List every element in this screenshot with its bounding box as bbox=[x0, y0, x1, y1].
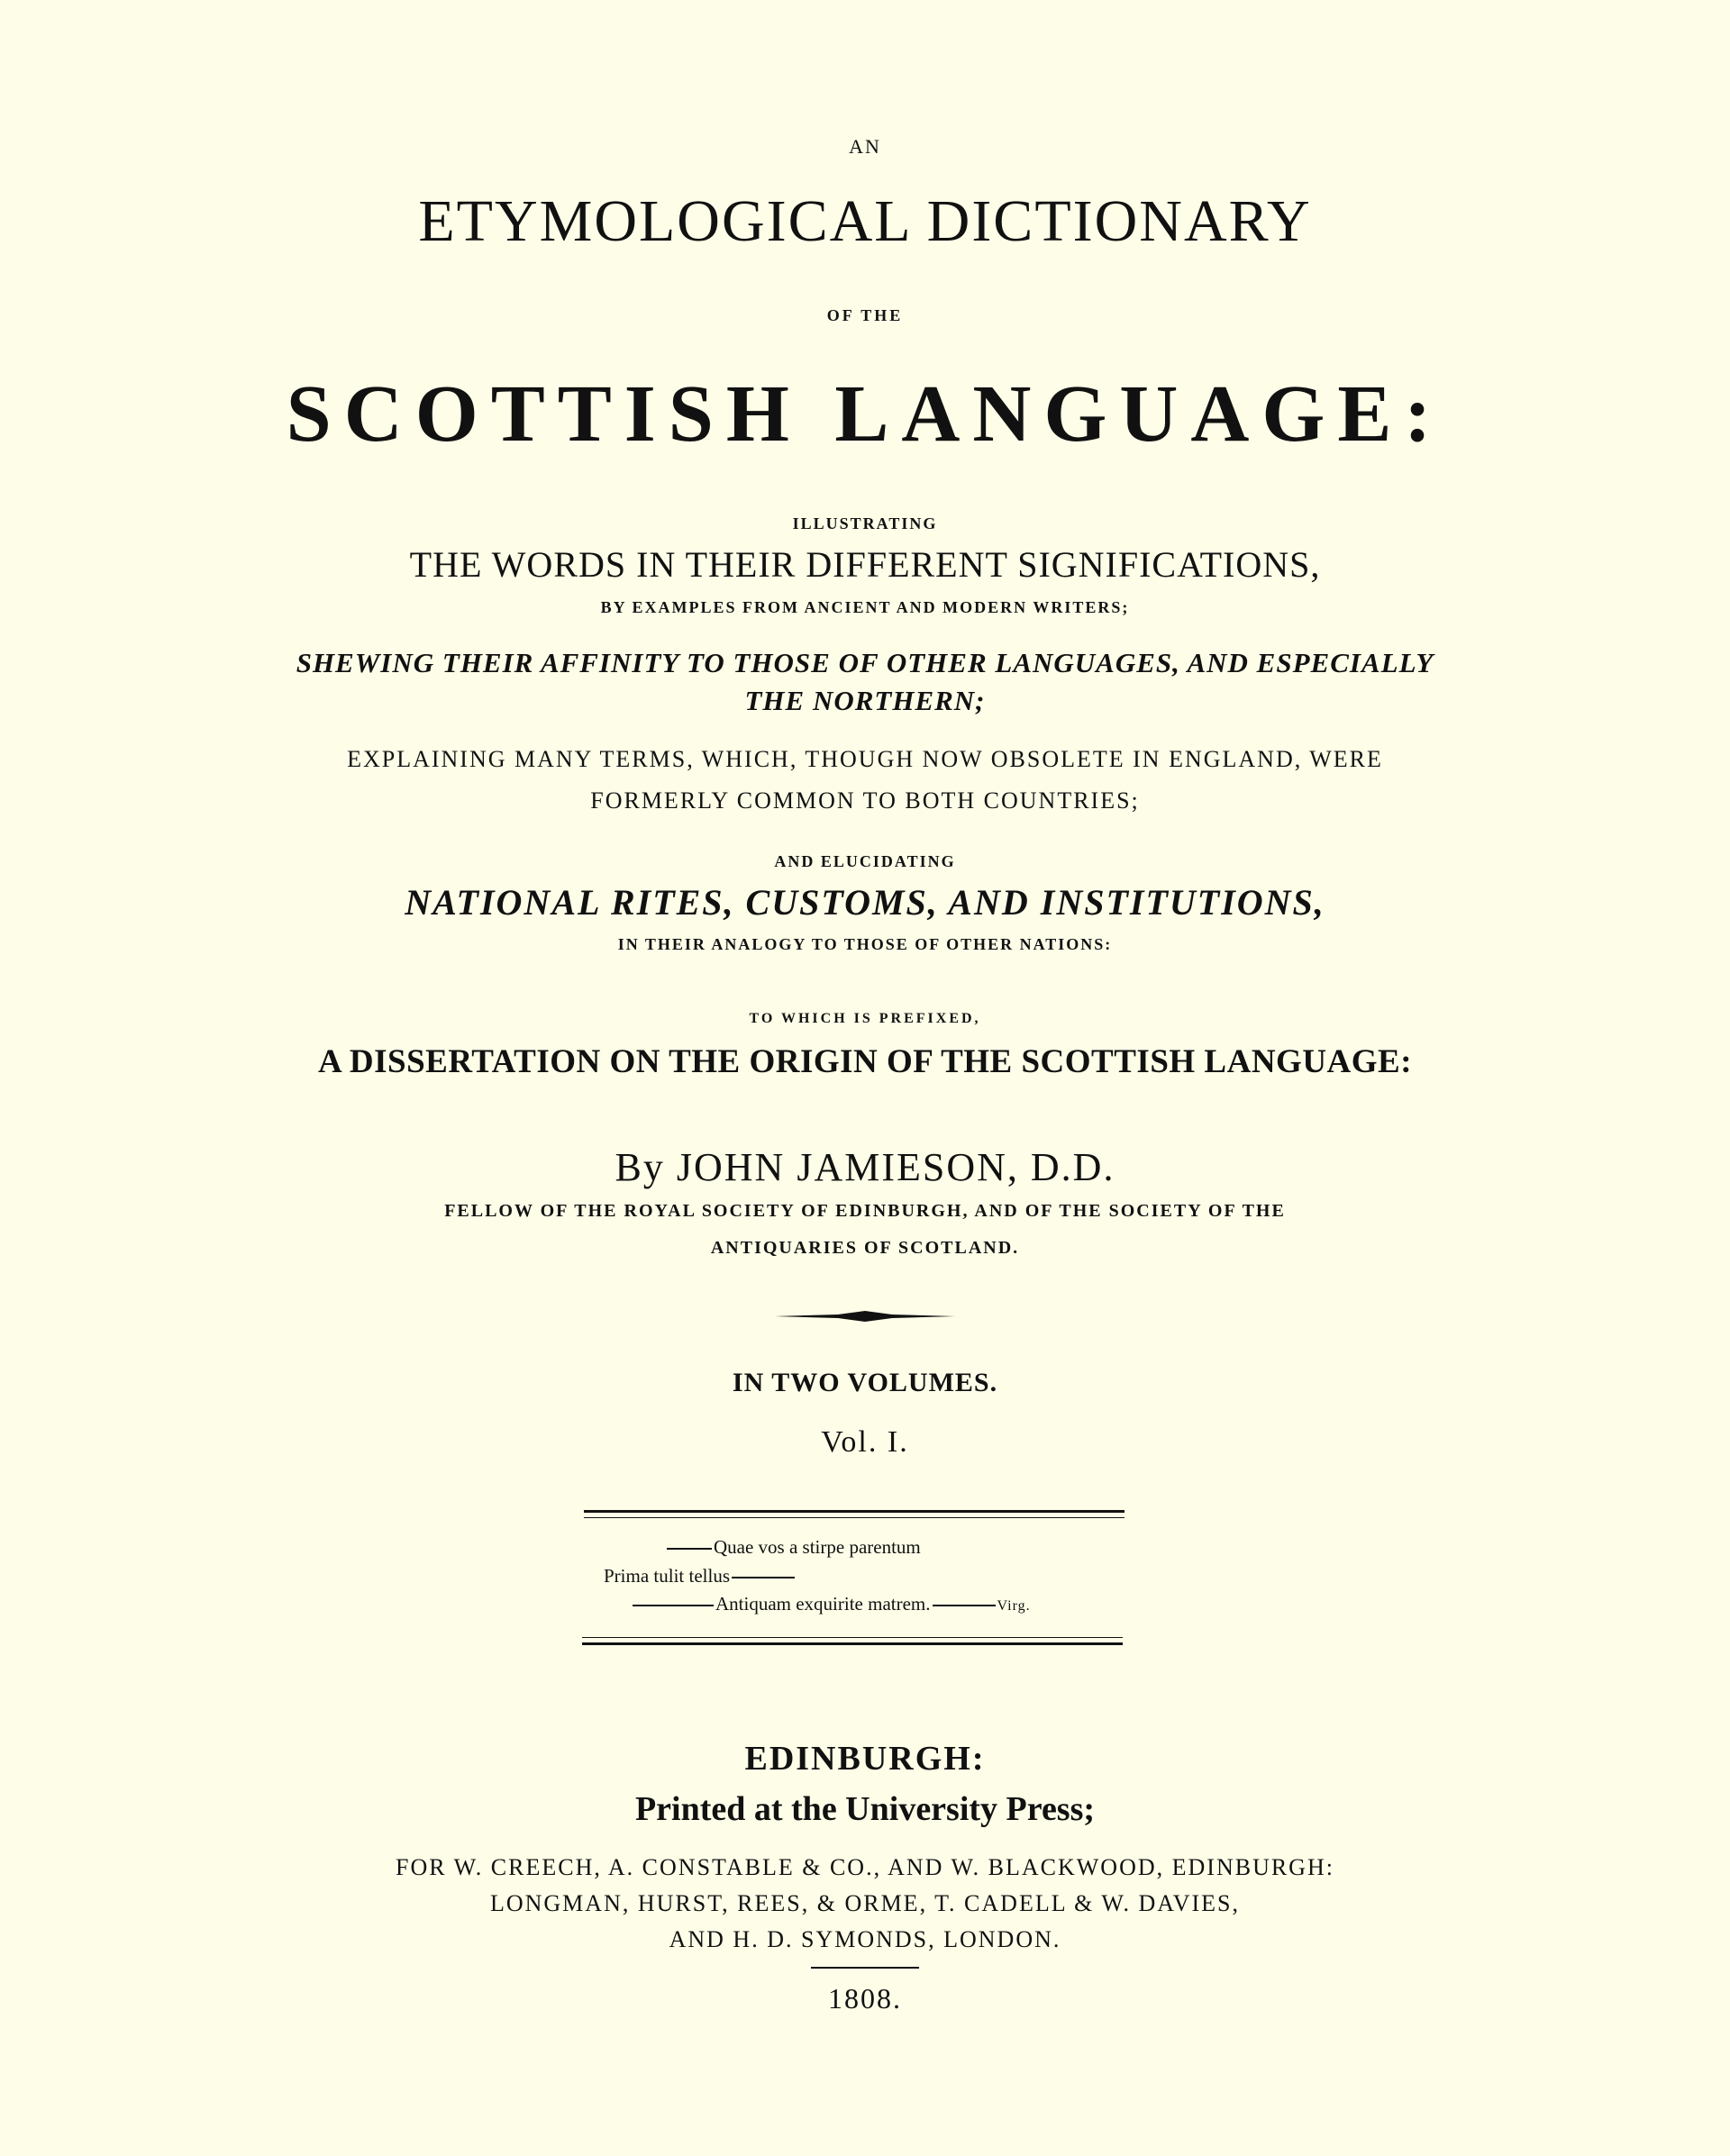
epigraph-dash bbox=[732, 1577, 795, 1578]
title-line-scottish-language: SCOTTISH LANGUAGE: bbox=[286, 369, 1444, 459]
of-the-line: OF THE bbox=[826, 306, 904, 324]
epigraph-dash bbox=[667, 1548, 712, 1550]
volume-number: Vol. I. bbox=[821, 1425, 909, 1459]
epigraph-dash bbox=[933, 1605, 996, 1606]
elucidating-line: AND ELUCIDATING bbox=[774, 852, 956, 870]
shewing-line-1: SHEWING THEIR AFFINITY TO THOSE OF OTHER LANGUAGES, AND ESPECIALLY bbox=[296, 647, 1434, 678]
national-rites-line: NATIONAL RITES, CUSTOMS, AND INSTITUTIONS, bbox=[405, 882, 1325, 923]
prefixed-line: TO WHICH IS PREFIXED, bbox=[749, 1011, 981, 1026]
imprint-city: EDINBURGH: bbox=[744, 1740, 986, 1778]
explaining-line-2: FORMERLY COMMON TO BOTH COUNTRIES; bbox=[590, 787, 1140, 814]
imprint-printed-at: Printed at the University Press; bbox=[634, 1790, 1096, 1828]
imprint-publishers-line-1: FOR W. CREECH, A. CONSTABLE & CO., AND W. BLACKWOOD, EDINBURGH: bbox=[396, 1854, 1334, 1880]
dissertation-line: A DISSERTATION ON THE ORIGIN OF THE SCOTTISH LANGUAGE: bbox=[317, 1043, 1413, 1080]
imprint-publishers-line-3: AND H. D. SYMONDS, LONDON. bbox=[669, 1926, 1061, 1952]
volumes-line: IN TWO VOLUMES. bbox=[732, 1368, 998, 1397]
epigraph-line-2: Prima tulit tellus bbox=[604, 1565, 797, 1587]
epigraph-line-3: Antiquam exquirite matrem. Virg. bbox=[631, 1593, 1031, 1615]
words-line: THE WORDS IN THEIR DIFFERENT SIGNIFICATIONS, bbox=[409, 544, 1321, 585]
illustrating-line: ILLUSTRATING bbox=[792, 514, 938, 532]
epigraph-dash bbox=[633, 1605, 714, 1606]
title-line-etymological-dictionary: ETYMOLOGICAL DICTIONARY bbox=[418, 188, 1312, 254]
author-line: By JOHN JAMIESON, D.D. bbox=[615, 1145, 1115, 1189]
ornamental-divider bbox=[775, 1308, 955, 1324]
fellow-line-2: ANTIQUARIES OF SCOTLAND. bbox=[710, 1238, 1020, 1258]
fellow-line-1: FELLOW OF THE ROYAL SOCIETY OF EDINBURGH, AND OF THE SOCIETY OF THE bbox=[444, 1201, 1286, 1221]
epigraph-line-1: Quae vos a stirpe parentum bbox=[665, 1536, 921, 1559]
epigraph-top-rule bbox=[584, 1510, 1124, 1513]
explaining-line-1: EXPLAINING MANY TERMS, WHICH, THOUGH NOW OBSOLETE IN ENGLAND, WERE bbox=[347, 746, 1383, 772]
analogy-line: IN THEIR ANALOGY TO THOSE OF OTHER NATIONS: bbox=[617, 935, 1113, 953]
shewing-line-2: THE NORTHERN; bbox=[744, 685, 986, 716]
epigraph-top-rule-thin bbox=[584, 1517, 1124, 1518]
title-article: AN bbox=[849, 135, 881, 158]
examples-line: BY EXAMPLES FROM ANCIENT AND MODERN WRITERS; bbox=[600, 598, 1130, 616]
epigraph-bottom-rule bbox=[582, 1642, 1123, 1645]
imprint-publishers-line-2: LONGMAN, HURST, REES, & ORME, T. CADELL & W. DAVIES, bbox=[489, 1890, 1241, 1916]
year-rule bbox=[811, 1967, 919, 1969]
imprint-year: 1808. bbox=[828, 1982, 902, 2015]
epigraph-source: Virg. bbox=[997, 1598, 1031, 1614]
epigraph-bottom-rule-thin bbox=[582, 1637, 1123, 1638]
